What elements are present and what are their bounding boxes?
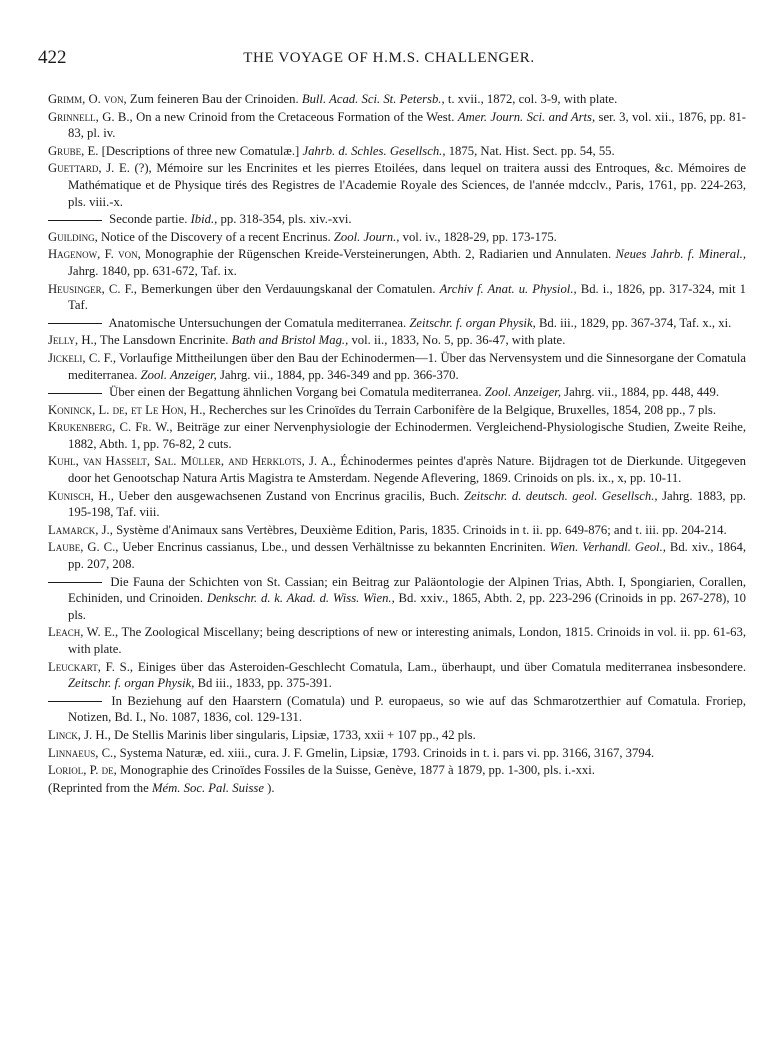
entry-author: Jickeli, C. F., — [48, 350, 117, 365]
bibliography-entry — [48, 522, 746, 539]
entry-author: Leuckart, F. S., — [48, 659, 134, 674]
entry-source: Jahrb. d. Schles. Gesellsch., — [302, 143, 446, 158]
entry-details: Jahrg. vii., 1884, pp. 346-349 and pp. 366-370. — [219, 367, 459, 382]
bibliography-list — [48, 90, 746, 796]
entry-details: Bd. xxiv., 1865, Abth. 2, pp. 223-296 (Crinoids in pp. 267-278), 10 pls. — [68, 591, 747, 622]
ditto-rule — [48, 582, 102, 583]
bibliography-entry — [48, 402, 746, 419]
bibliography-entry — [48, 332, 746, 349]
entry-text: De Stellis Marinis liber singularis, Lipsiæ, 1733, xxii + 107 pp., 42 pls. — [114, 727, 476, 742]
entry-author: Linck, J. H., — [48, 727, 111, 742]
entry-author: Grimm, O. von, — [48, 92, 127, 106]
bibliography-entry — [48, 109, 746, 142]
entry-text: Einiges über das Asteroiden-Geschlecht Comatula, Lam., überhaupt, und über Comatula mediterranea insbesondere. — [137, 659, 746, 674]
entry-author: Krukenberg, C. Fr. W., — [48, 420, 173, 435]
entry-source: Bath and Bristol Mag., — [231, 333, 349, 348]
entry-source: Zeitschr. d. deutsch. geol. Gesellsch., — [463, 488, 658, 503]
entry-details: vol. ii., 1833, No. 5, pp. 36-47, with plate. — [351, 333, 566, 348]
entry-text: Zum feineren Bau der Crinoiden. — [129, 92, 299, 106]
ditto-rule — [48, 220, 102, 221]
entry-text: Seconde partie. — [109, 212, 188, 227]
bibliography-entry — [48, 281, 746, 314]
entry-text: Monographie des Crinoïdes Fossiles de la Suisse, Genève, 1877 à 1879, pp. 1-300, pls. i.-xxi. — [119, 763, 595, 778]
entry-source: Archiv f. Anat. u. Physiol., — [439, 281, 577, 296]
entry-text: Système d'Animaux sans Vertèbres, Deuxième Edition, Paris, 1835. Crinoids in t. ii. pp. 649-876; and t. iii. pp. 204-214. — [116, 522, 727, 537]
entry-text: Systema Naturæ, ed. xiii., cura. J. F. Gmelin, Lipsiæ, 1793. Crinoids in t. i. pars vi. pp. 3166, 3167, 3794. — [119, 745, 655, 760]
entry-author: Heusinger, C. F., — [48, 281, 137, 296]
entry-author: Hagenow, F. von, — [48, 247, 141, 262]
bibliography-entry — [48, 229, 746, 246]
entry-source: Amer. Journ. Sci. and Arts, — [457, 109, 596, 124]
bibliography-entry — [48, 624, 746, 657]
bibliography-entry — [48, 745, 746, 762]
bibliography-entry — [48, 419, 746, 452]
entry-source: Zeitschr. f. organ Physik, — [68, 676, 195, 691]
entry-source: Zool. Journ., — [333, 229, 400, 244]
entry-details: t. xvii., 1872, col. 3-9, with plate. — [447, 92, 618, 106]
entry-details: Jahrg. 1883, pp. 195-198, Taf. viii. — [68, 488, 746, 520]
entry-details: ). — [267, 780, 275, 795]
entry-details: Jahrg. vii., 1884, pp. 448, 449. — [564, 385, 720, 400]
entry-text: Recherches sur les Crinoïdes du Terrain Carbonifère de la Belgique, Bruxelles, 1854, 208 pp., 7 pls. — [208, 402, 717, 417]
bibliography-entry — [48, 211, 746, 228]
entry-text: Échinodermes peintes d'après Nature. Bijdragen tot de Dierkunde. Uitgegeven door het Genootschap Natura Artis Magistra te Amsterdam. Negende Aflevering, 1869. Crinoids on pls. ix., x, pp. 10-11. — [68, 454, 746, 486]
entry-author: Linnaeus, C., — [48, 745, 117, 760]
entry-author: Kunisch, H., — [48, 488, 114, 503]
bibliography-entry — [48, 659, 746, 692]
entry-text: Monographie der Rügenschen Kreide-Versteinerungen, Abth. 2, Radiarien und Annulaten. — [145, 247, 612, 262]
entry-source: Zool. Anzeiger, — [140, 367, 217, 382]
entry-author: Guilding, — [48, 229, 98, 244]
bibliography-entry — [48, 693, 746, 726]
entry-source: Ibid., — [190, 212, 218, 227]
bibliography-entry — [48, 727, 746, 744]
bibliography-entry — [48, 143, 746, 160]
bibliography-entry — [48, 350, 746, 383]
entry-author: Grinnell, G. B., — [48, 109, 133, 124]
entry-source: Wien. Verhandl. Geol., — [549, 540, 666, 555]
entry-author: Loriol, P. de, — [48, 763, 117, 778]
entry-details: vol. iv., 1828-29, pp. 173-175. — [402, 229, 557, 244]
page-header — [38, 47, 740, 71]
entry-details: Jahrg. 1840, pp. 631-672, Taf. ix. — [68, 263, 237, 278]
entry-author: Guettard, J. E. (?), — [48, 161, 152, 176]
bibliography-entry — [48, 246, 746, 279]
entry-text: Über einen der Begattung ähnlichen Vorgang bei Comatula mediterranea. — [109, 385, 482, 400]
entry-source: Zool. Anzeiger, — [484, 385, 561, 400]
entry-text: Ueber den ausgewachsenen Zustand von Encrinus gracilis, Buch. — [118, 488, 460, 503]
entry-details: Bd. iii., 1829, pp. 367-374, Taf. x., xi. — [538, 315, 732, 330]
entry-text: Die Fauna der Schichten von St. Cassian; ein Beitrag zur Paläontologie der Alpinen Trias, Abth. I, Spongiarien, Corallen, Echiniden, und Crinoiden. — [68, 574, 746, 606]
bibliography-entry — [48, 384, 746, 401]
entry-details: Bd. xiv., 1864, pp. 207, 208. — [68, 540, 746, 572]
entry-source: Mém. Soc. Pal. Suisse — [151, 780, 264, 795]
entry-text: (Reprinted from the — [48, 780, 149, 795]
entry-source: Bull. Acad. Sci. St. Petersb., — [301, 92, 445, 106]
entry-text: The Lansdown Encrinite. — [99, 333, 229, 348]
entry-author: Grube, E. — [48, 143, 99, 158]
bibliography-entry — [48, 91, 746, 108]
bibliography-entry — [48, 315, 746, 332]
entry-text: In Beziehung auf den Haarstern (Comatula) und P. europaeus, so wie auf das Schmarotzerthier auf Comatula. Froriep, Notizen, Bd. I., No. 1087, 1836, col. 129-131. — [68, 693, 746, 725]
entry-text: [Descriptions of three new Comatulæ.] — [101, 143, 300, 158]
entry-text: Notice of the Discovery of a recent Encrinus. — [101, 229, 331, 244]
entry-author: Koninck, L. de, et Le Hon, H., — [48, 402, 206, 417]
entry-text: Bemerkungen über den Verdauungskanal der Comatulen. — [141, 281, 436, 296]
entry-details: ser. 3, vol. xii., 1876, pp. 81-83, pl. iv. — [68, 109, 747, 141]
entry-author: Lamarck, J., — [48, 522, 113, 537]
entry-source: Zeitschr. f. organ Physik, — [409, 315, 536, 330]
entry-text: The Zoological Miscellany; being descriptions of new or interesting animals, London, 1815. Crinoids in vol. ii. pp. 61-63, with plate. — [68, 625, 746, 656]
entry-source: Denkschr. d. k. Akad. d. Wiss. Wien., — [206, 591, 395, 606]
entry-text: Mémoire sur les Encrinites et les pierres Etoilées, dans lequel on traitera aussi des Entroques, &c. Mémoires de Mathématique et de Physique tirés des Registres de l'Academie Royale des Sciences, de l'année mdcclv., Paris, 1761, pp. 224-263, pls. viii.-x. — [68, 161, 746, 209]
ditto-rule — [48, 393, 102, 394]
entry-text: Ueber Encrinus cassianus, Lbe., und dessen Verhältnisse zu bekannten Encriniten. — [122, 540, 546, 555]
entry-text: Beiträge zur einer Nervenphysiologie der Echinodermen. Vergleichend-Physiologische Studien, Zweite Reihe, 1882, Abth. 1, pp. 76-82, 2 cuts. — [68, 420, 747, 451]
entry-author: Leach, W. E., — [48, 625, 119, 640]
ditto-rule — [48, 323, 102, 324]
bibliography-entry — [48, 160, 746, 210]
running-title: THE VOYAGE OF H.M.S. CHALLENGER. — [243, 50, 535, 66]
entry-details: pp. 318-354, pls. xiv.-xvi. — [220, 212, 352, 227]
entry-details: 1875, Nat. Hist. Sect. pp. 54, 55. — [448, 143, 615, 158]
bibliography-entry — [48, 453, 746, 486]
entry-source: Neues Jahrb. f. Mineral., — [615, 247, 747, 262]
bibliography-entry — [48, 574, 746, 624]
entry-author: Laube, G. C., — [48, 540, 119, 555]
bibliography-entry — [48, 762, 746, 779]
entry-details: Bd. i., 1826, pp. 317-324, mit 1 Taf. — [68, 281, 747, 313]
entry-details: Bd iii., 1833, pp. 375-391. — [197, 676, 332, 691]
bibliography-entry — [48, 539, 746, 572]
entry-text: Anatomische Untersuchungen der Comatula mediterranea. — [108, 315, 407, 330]
ditto-rule — [48, 701, 102, 702]
bibliography-entry — [48, 780, 746, 797]
page-number: 422 — [38, 47, 67, 68]
entry-text: On a new Crinoid from the Cretaceous Formation of the West. — [136, 109, 455, 124]
bibliography-entry — [48, 488, 746, 521]
entry-author: Kuhl, van Hasselt, Sal. Müller, and Herklots, J. A., — [48, 454, 337, 469]
entry-author: Jelly, H., — [48, 333, 97, 348]
entry-text: Vorlaufige Mittheilungen über den Bau der Echinodermen—1. Über das Nervensystem und die Sinnesorgane der Comatula mediterranea. — [68, 350, 746, 382]
